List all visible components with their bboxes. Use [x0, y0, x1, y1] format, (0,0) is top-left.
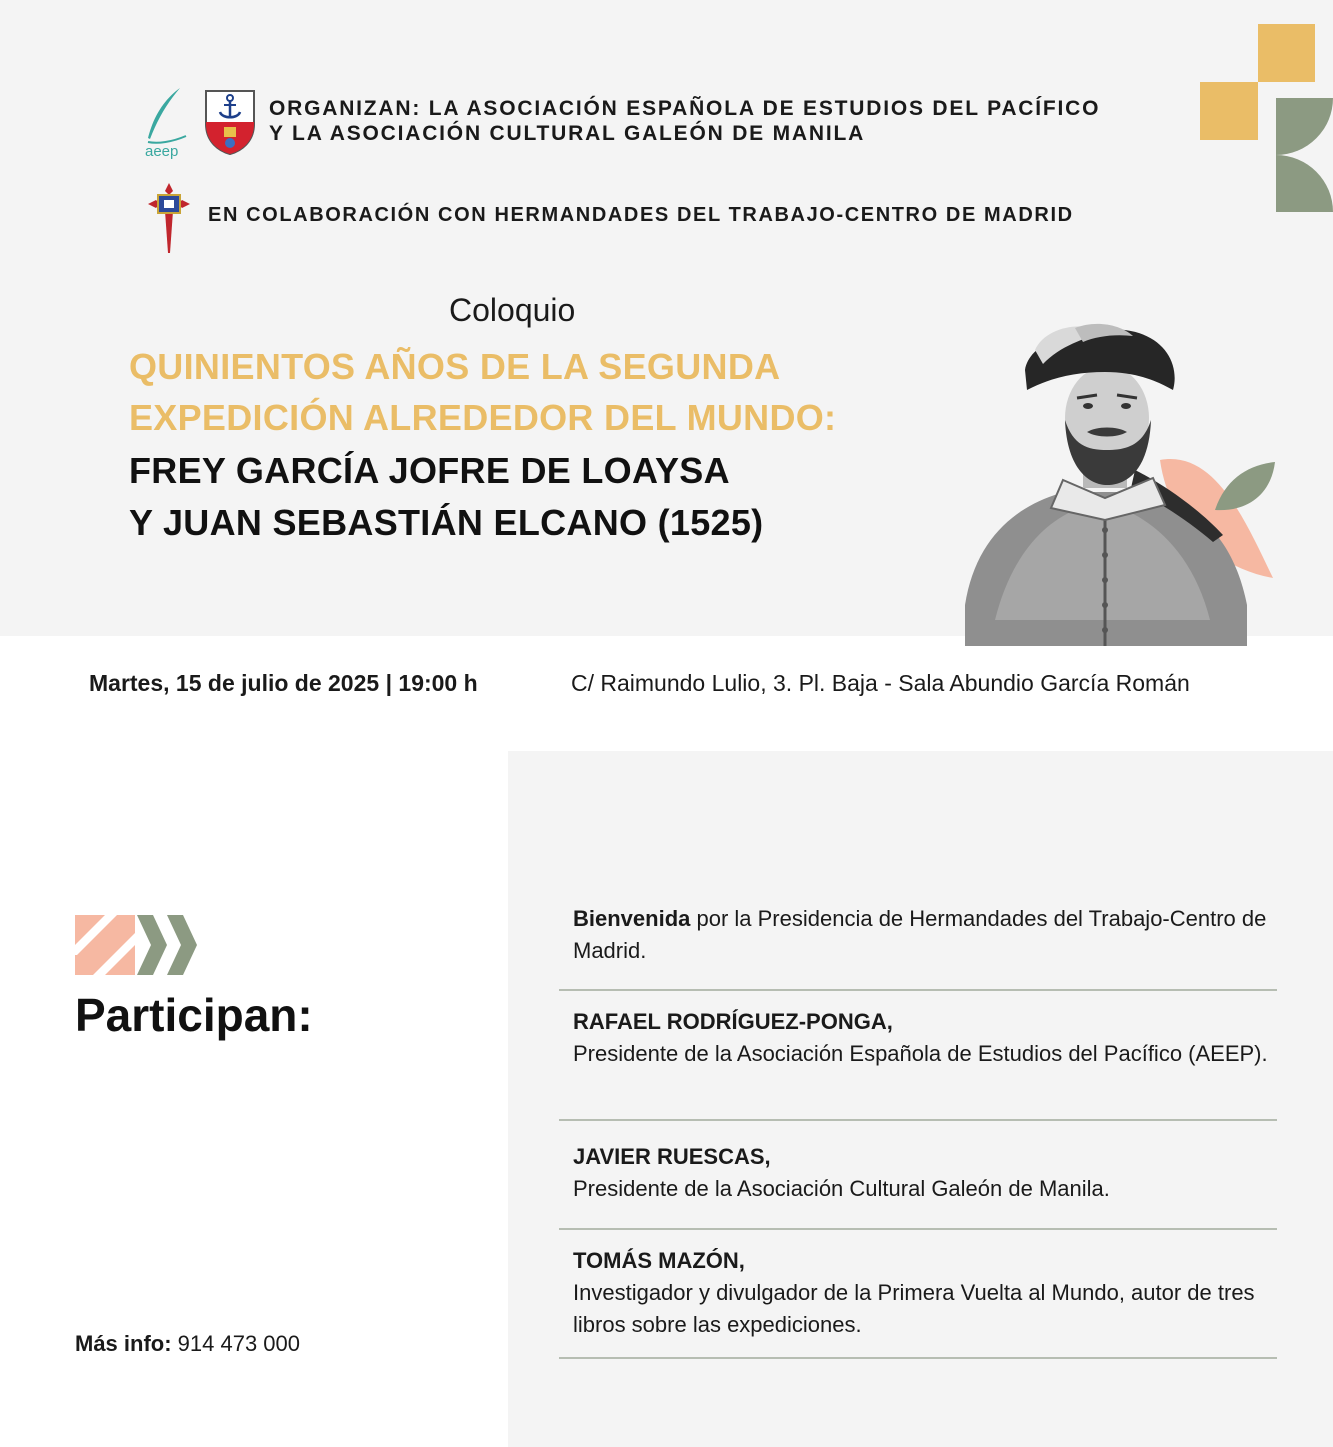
welcome-text: por la Presidencia de Hermandades del Trabajo-Centro de Madrid.: [573, 906, 1267, 963]
separator: [559, 989, 1277, 991]
participant-name: JAVIER RUESCAS,: [573, 1144, 771, 1169]
event-venue: C/ Raimundo Lulio, 3. Pl. Baja - Sala Abundio García Román: [571, 670, 1190, 696]
aeep-logo-text: aeep: [145, 143, 179, 160]
decorative-blocks: [1199, 24, 1333, 214]
organizers-line-1: ORGANIZAN: LA ASOCIACIÓN ESPAÑOLA DE ESTUDIOS DEL PACÍFICO: [269, 97, 1101, 120]
participant-entry: [573, 1006, 1273, 1070]
more-info: [75, 1331, 300, 1357]
title-line-2: EXPEDICIÓN ALREDEDOR DEL MUNDO:: [129, 397, 837, 438]
participants-panel: [508, 751, 1333, 1447]
collaboration-text: EN COLABORACIÓN CON HERMANDADES DEL TRABAJO-CENTRO DE MADRID: [208, 204, 1074, 226]
participant-name: RAFAEL RODRÍGUEZ-PONGA,: [573, 1009, 893, 1034]
participant-name: TOMÁS MAZÓN,: [573, 1248, 745, 1273]
welcome-entry: [573, 903, 1273, 967]
participant-entry: [573, 1245, 1273, 1341]
event-type: Coloquio: [449, 292, 576, 328]
participant-role: Presidente de la Asociación Cultural Galeón de Manila.: [573, 1176, 1110, 1201]
chevron-arrows-icon: [75, 915, 197, 975]
participant-role: Presidente de la Asociación Española de Estudios del Pacífico (AEEP).: [573, 1041, 1268, 1066]
separator: [559, 1228, 1277, 1230]
more-info-label: Más info:: [75, 1331, 172, 1356]
hermandades-cross-logo: [146, 181, 192, 255]
aeep-logo: [138, 86, 196, 160]
portrait-illustration: [955, 320, 1280, 646]
separator: [559, 1119, 1277, 1121]
galeon-shield-logo: [203, 88, 257, 156]
title-line-3: FREY GARCÍA JOFRE DE LOAYSA: [129, 450, 730, 491]
title-line-1: QUINIENTOS AÑOS DE LA SEGUNDA: [129, 346, 781, 387]
participants-heading: Participan:: [75, 989, 313, 1041]
more-info-phone: 914 473 000: [171, 1331, 301, 1356]
welcome-bold: Bienvenida: [573, 906, 691, 931]
event-date: Martes, 15 de julio de 2025 | 19:00 h: [89, 670, 478, 696]
participant-entry: [573, 1141, 1273, 1205]
participant-role: Investigador y divulgador de la Primera Vuelta al Mundo, autor de tres libros sobre las expediciones.: [573, 1280, 1255, 1337]
organizers-line-2: Y LA ASOCIACIÓN CULTURAL GALEÓN DE MANILA: [269, 122, 866, 145]
separator: [559, 1357, 1277, 1359]
title-line-4: Y JUAN SEBASTIÁN ELCANO (1525): [129, 502, 764, 543]
